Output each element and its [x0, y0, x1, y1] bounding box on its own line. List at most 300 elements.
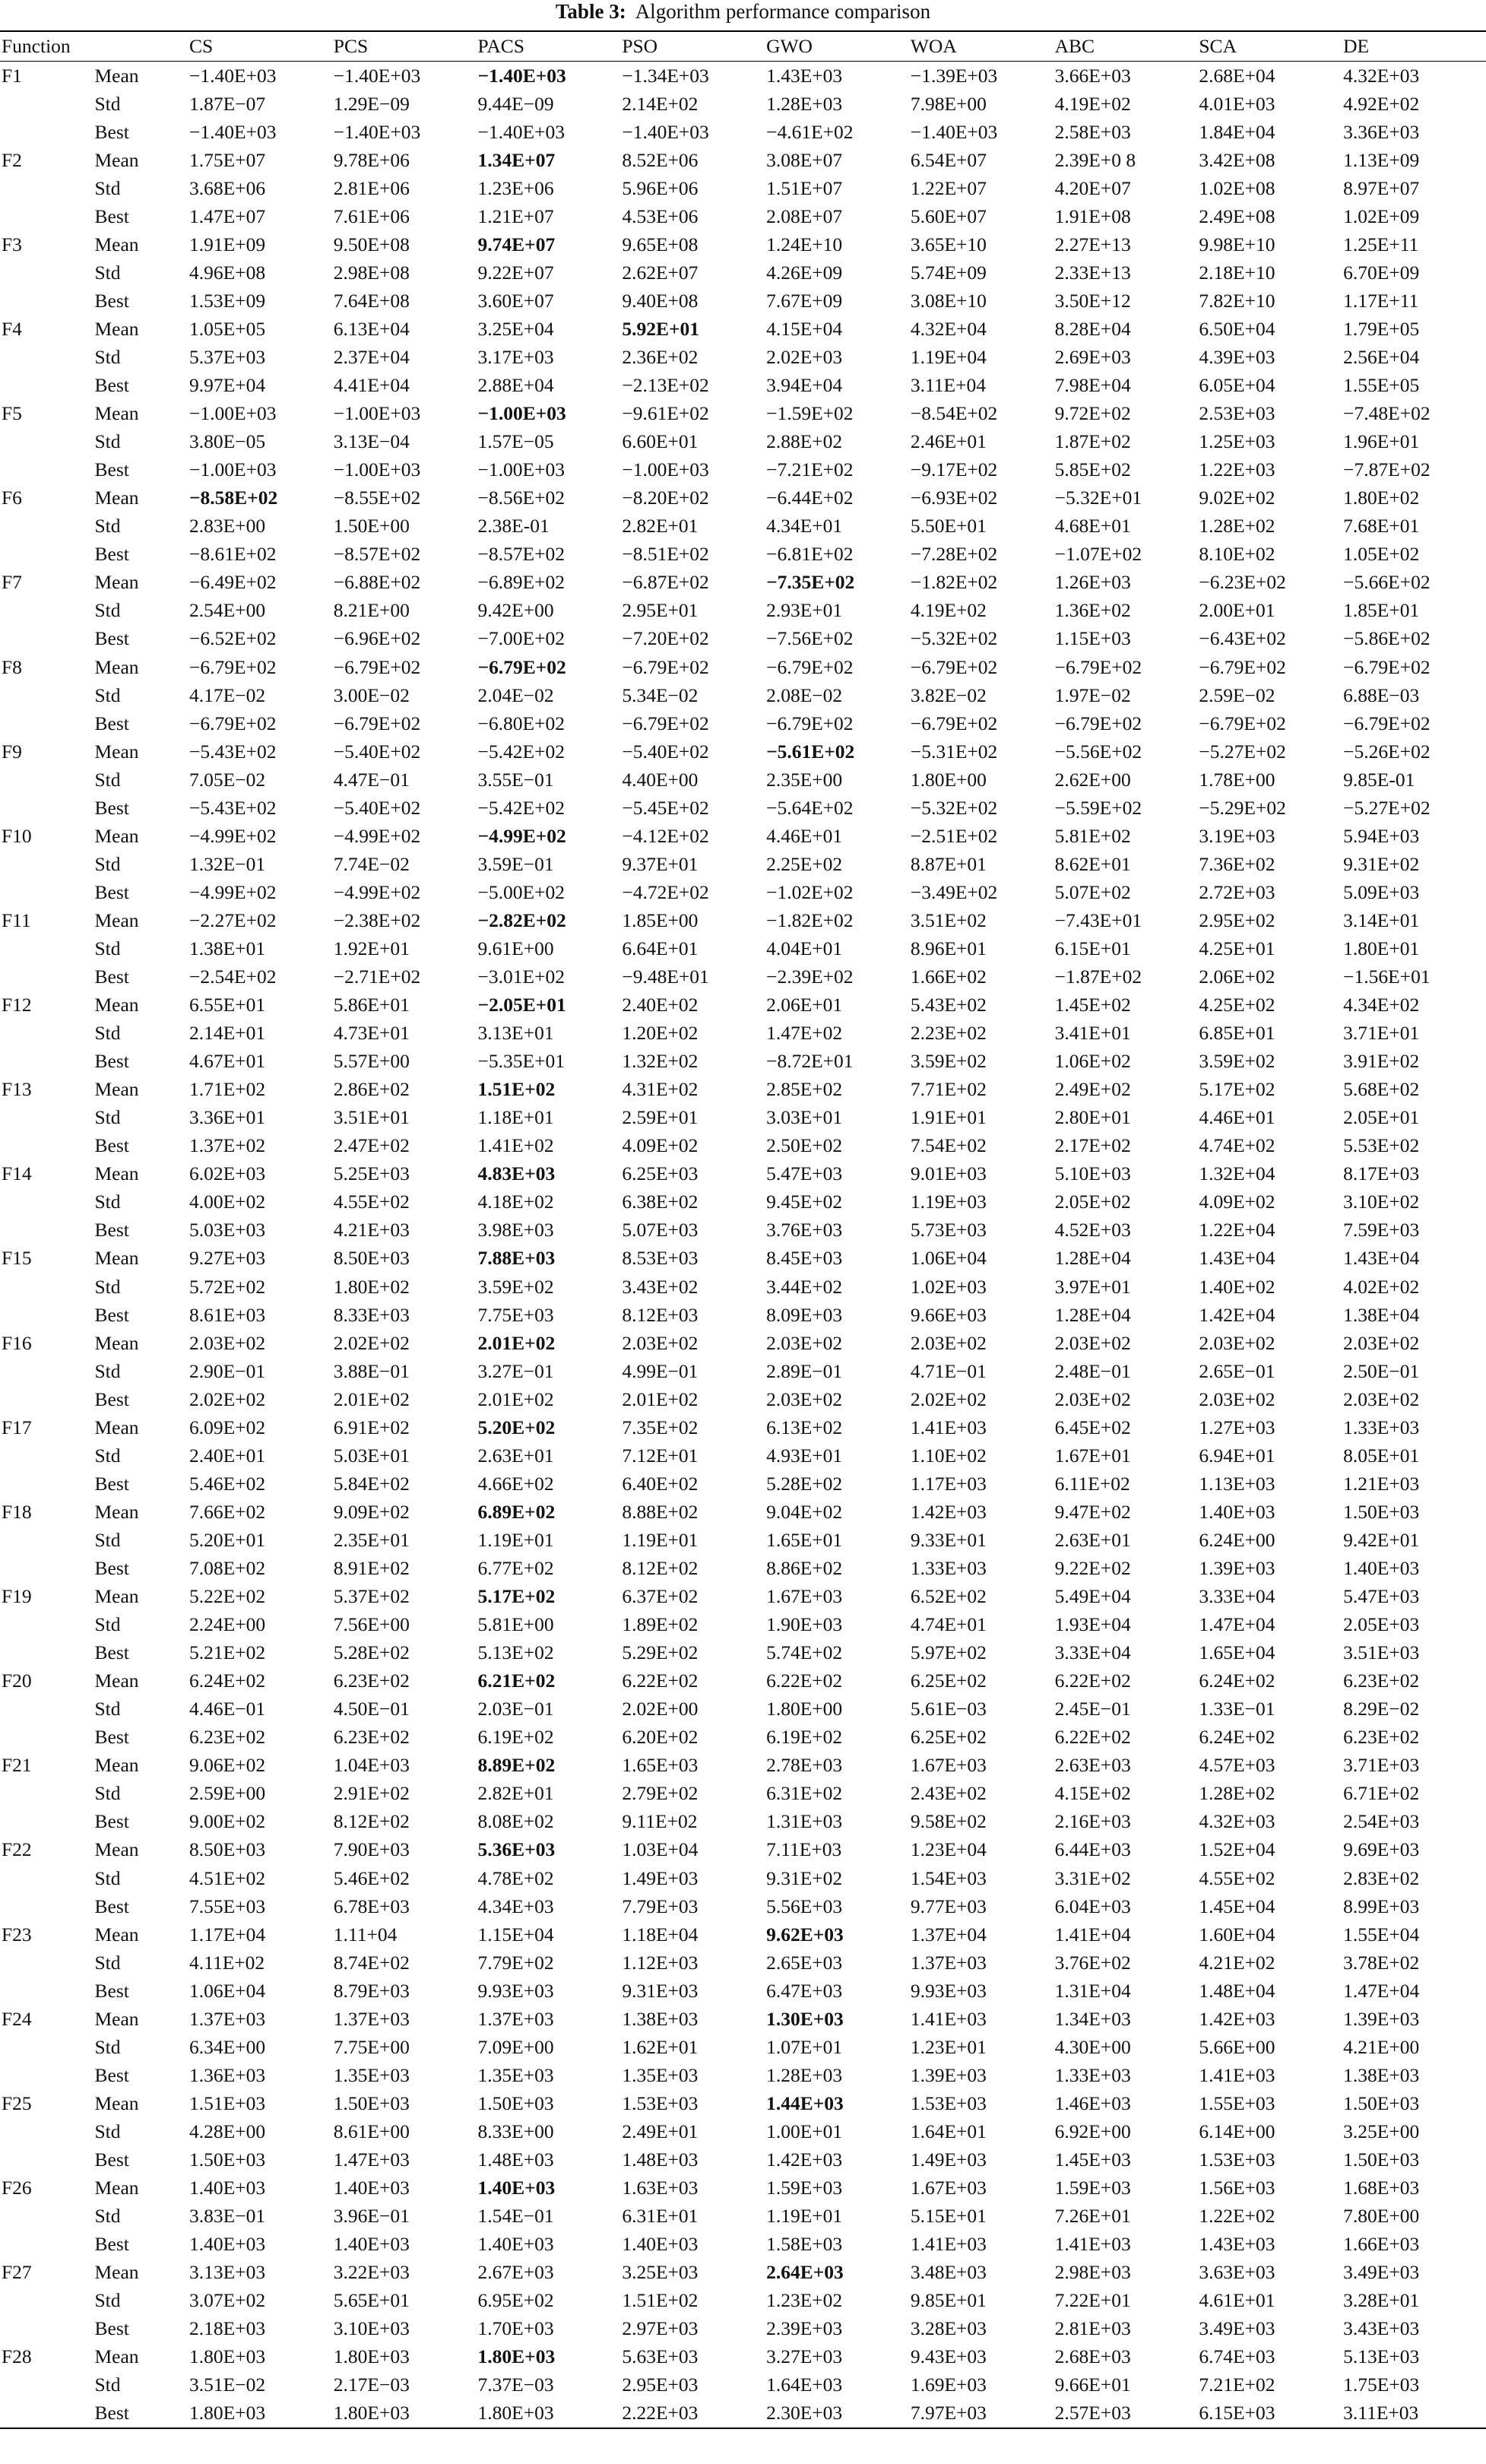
value-cell: 1.40E+03 [1199, 1500, 1275, 1523]
value-cell: 7.74E−02 [333, 852, 410, 875]
value-cell: 3.22E+03 [333, 2261, 410, 2284]
value-cell: 9.09E+02 [333, 1500, 410, 1523]
value-cell: 2.85E+02 [766, 1078, 843, 1101]
value-cell: 3.11E+03 [1342, 2399, 1486, 2428]
value-cell: −1.00E+03 [622, 458, 709, 481]
statistic-label-cell: Best [94, 205, 129, 227]
value-cell: −1.00E+03 [333, 458, 421, 481]
value-cell: 2.59E+01 [622, 1106, 699, 1129]
table-row [0, 1780, 1486, 1808]
value-cell: 8.97E+07 [1343, 176, 1420, 199]
value-cell: 1.49E+03 [622, 1866, 699, 1889]
value-cell: 1.19E+01 [766, 2205, 843, 2228]
value-cell: 5.96E+06 [622, 176, 699, 199]
value-cell: 4.15E+04 [766, 317, 843, 340]
function-name-cell: F23 [2, 1923, 32, 1946]
value-cell: 5.50E+01 [910, 515, 987, 538]
value-cell: 4.46E+01 [1199, 1106, 1275, 1129]
value-cell: 9.01E+03 [910, 1162, 987, 1185]
table-row [0, 794, 1486, 822]
value-cell: 9.22E+02 [1054, 1557, 1131, 1579]
value-cell: 8.05E+01 [1343, 1444, 1420, 1467]
value-cell: 1.36E+02 [1054, 599, 1131, 622]
function-name-cell [0, 1216, 93, 1245]
statistic-label-cell: Std [94, 1866, 121, 1889]
table-row [0, 315, 1486, 343]
value-cell: 6.50E+04 [1199, 317, 1275, 340]
value-cell: 1.11+04 [333, 1923, 398, 1946]
statistic-label-cell: Std [94, 430, 121, 453]
performance-table [0, 30, 1486, 2429]
value-cell: 1.53E+03 [622, 2091, 699, 2114]
header-gwo: GWO [765, 31, 909, 62]
value-cell: −1.39E+03 [910, 64, 998, 87]
value-cell: 2.18E+10 [1199, 261, 1275, 284]
value-cell: −8.61E+02 [189, 543, 277, 566]
table-row [0, 2061, 1486, 2089]
value-cell: 1.50E+03 [477, 2091, 554, 2114]
value-cell: −6.23E+02 [1199, 571, 1286, 594]
value-cell: 5.13E+03 [1343, 2345, 1420, 2368]
value-cell: 1.10E+02 [910, 1444, 987, 1467]
value-cell: 5.81E+02 [1054, 824, 1131, 847]
value-cell: 2.86E+02 [333, 1078, 410, 1101]
value-cell: −5.86E+02 [1343, 627, 1431, 650]
value-cell: 7.75E+03 [477, 1303, 554, 1326]
value-cell: 6.21E+02 [477, 1670, 556, 1692]
value-cell: 1.85E+00 [622, 909, 699, 931]
value-cell: −6.49E+02 [189, 571, 277, 594]
value-cell: −7.43E+01 [1054, 909, 1142, 931]
value-cell: 7.55E+03 [189, 1895, 266, 1917]
value-cell: 6.25E+02 [910, 1670, 987, 1692]
table-row [0, 963, 1486, 991]
value-cell: 2.95E+03 [622, 2374, 699, 2396]
value-cell: 6.70E+09 [1343, 261, 1420, 284]
value-cell: 4.46E+01 [766, 824, 843, 847]
value-cell: 1.80E+02 [1343, 487, 1420, 509]
value-cell: 3.59E−01 [477, 852, 554, 875]
value-cell: 1.22E+07 [910, 176, 987, 199]
function-name-cell [0, 597, 93, 625]
value-cell: 4.57E+03 [1199, 1754, 1275, 1777]
value-cell: 5.92E+01 [622, 317, 699, 340]
value-cell: 4.96E+08 [189, 261, 266, 284]
statistic-label-cell: Best [94, 1219, 129, 1242]
value-cell: 4.66E+02 [477, 1472, 554, 1495]
statistic-label-cell: Std [94, 176, 121, 199]
value-cell: 3.36E+01 [189, 1106, 266, 1129]
value-cell: 5.46E+02 [333, 1866, 410, 1889]
value-cell: 3.83E−01 [189, 2205, 266, 2228]
value-cell: 4.31E+02 [622, 1078, 699, 1101]
value-cell: 9.85E-01 [1343, 768, 1415, 791]
value-cell: 1.42E+04 [1199, 1303, 1275, 1326]
function-name-cell [0, 1554, 93, 1582]
value-cell: 3.17E+03 [477, 345, 554, 368]
value-cell: −1.00E+03 [189, 402, 277, 425]
value-cell: −5.43E+02 [189, 796, 277, 819]
function-name-cell [0, 174, 93, 202]
value-cell: 5.09E+03 [1343, 880, 1420, 903]
value-cell: 6.13E+04 [333, 317, 410, 340]
value-cell: 2.22E+03 [620, 2399, 765, 2428]
value-cell: 3.25E+00 [1343, 2120, 1420, 2142]
value-cell: 1.51E+03 [189, 2091, 266, 2114]
value-cell: −6.80E+02 [477, 712, 566, 734]
value-cell: 7.82E+10 [1199, 289, 1275, 312]
table-row [0, 1724, 1486, 1752]
value-cell: 5.37E+02 [333, 1585, 410, 1608]
statistic-label-cell: Mean [94, 1923, 139, 1946]
value-cell: −2.13E+02 [622, 374, 709, 397]
statistic-label-cell: Mean [94, 233, 139, 255]
value-cell: 5.37E+03 [189, 345, 266, 368]
function-name-cell: F25 [2, 2091, 32, 2114]
function-name-cell: F9 [2, 740, 22, 763]
value-cell: −9.17E+02 [910, 458, 998, 481]
value-cell: 6.05E+04 [1199, 374, 1275, 397]
value-cell: 6.04E+03 [1054, 1895, 1131, 1917]
value-cell: 4.67E+01 [189, 1050, 266, 1073]
value-cell: 7.66E+02 [189, 1500, 266, 1523]
value-cell: 1.38E+03 [622, 2007, 699, 2030]
function-name-cell: F22 [2, 1838, 32, 1861]
value-cell: 1.28E+04 [1054, 1303, 1131, 1326]
function-name-cell: F14 [2, 1162, 32, 1185]
value-cell: 4.21E+02 [1199, 1951, 1275, 1974]
value-cell: 1.87E−07 [189, 92, 266, 115]
value-cell: −2.38E+02 [333, 909, 421, 931]
function-name-cell [0, 2287, 93, 2315]
statistic-label-cell: Std [94, 1698, 121, 1720]
header-sca: SCA [1197, 31, 1342, 62]
value-cell: 2.62E+00 [1054, 768, 1131, 791]
value-cell: 9.44E−09 [477, 92, 554, 115]
value-cell: 2.68E+03 [1054, 2345, 1131, 2368]
value-cell: 2.25E+02 [766, 852, 843, 875]
value-cell: 8.89E+02 [477, 1754, 556, 1777]
value-cell: 7.08E+02 [189, 1557, 266, 1579]
table-row [0, 1329, 1486, 1357]
value-cell: 8.12E+02 [333, 1810, 410, 1833]
header-pso: PSO [620, 31, 765, 62]
value-cell: 7.37E−03 [477, 2374, 554, 2396]
value-cell: 4.52E+03 [1054, 1219, 1131, 1242]
value-cell: 2.02E+03 [766, 345, 843, 368]
table-caption [0, 0, 1486, 26]
value-cell: 2.43E+02 [910, 1782, 987, 1805]
value-cell: 3.03E+01 [766, 1106, 843, 1129]
value-cell: 6.37E+02 [622, 1585, 699, 1608]
value-cell: 4.00E+02 [189, 1191, 266, 1213]
value-cell: −4.99E+02 [333, 880, 421, 903]
table-row [0, 400, 1486, 428]
value-cell: 2.50E−01 [1343, 1359, 1420, 1382]
value-cell: −5.45E+02 [622, 796, 709, 819]
function-name-cell [0, 118, 93, 146]
value-cell: −7.00E+02 [477, 627, 566, 650]
value-cell: 3.51E+01 [333, 1106, 410, 1129]
value-cell: 7.09E+00 [477, 2035, 554, 2058]
value-cell: −5.32E+01 [1054, 487, 1142, 509]
header-de: DE [1342, 31, 1486, 62]
table-row [0, 2287, 1486, 2315]
value-cell: 9.40E+08 [622, 289, 699, 312]
table-row [0, 1273, 1486, 1301]
value-cell: 1.47E+07 [189, 205, 266, 227]
value-cell: 3.42E+08 [1199, 148, 1275, 171]
value-cell: −7.21E+02 [766, 458, 854, 481]
value-cell: 8.74E+02 [333, 1951, 410, 1974]
value-cell: 2.03E+02 [1199, 1387, 1275, 1410]
value-cell: 1.45E+03 [1054, 2148, 1131, 2171]
value-cell: 2.63E+01 [1054, 1528, 1131, 1551]
value-cell: 9.31E+03 [622, 1979, 699, 2002]
function-name-cell [0, 287, 93, 315]
value-cell: 3.25E+03 [622, 2261, 699, 2284]
value-cell: 1.40E+03 [189, 2233, 266, 2256]
value-cell: −2.39E+02 [766, 966, 854, 988]
value-cell: −5.27E+02 [1199, 740, 1286, 763]
value-cell: 4.34E+02 [1343, 994, 1420, 1016]
value-cell: 2.83E+00 [189, 515, 266, 538]
function-name-cell: F3 [2, 233, 22, 255]
value-cell: 1.21E+03 [1343, 1472, 1420, 1495]
value-cell: 1.23E+04 [910, 1838, 987, 1861]
value-cell: 2.05E+03 [1343, 1613, 1420, 1636]
value-cell: 5.61E−03 [910, 1698, 987, 1720]
statistic-label-cell: Std [94, 852, 121, 875]
value-cell: 5.43E+02 [910, 994, 987, 1016]
value-cell: 1.51E+02 [622, 2289, 699, 2312]
value-cell: 1.19E+03 [910, 1191, 987, 1213]
statistic-label-cell: Mean [94, 909, 139, 931]
value-cell: −1.56E+01 [1343, 966, 1431, 988]
statistic-label-cell: Std [94, 1022, 121, 1045]
value-cell: 3.51E+03 [1343, 1641, 1420, 1664]
value-cell: −2.27E+02 [189, 909, 277, 931]
value-cell: 2.03E+02 [1199, 1331, 1275, 1354]
value-cell: 2.63E+01 [477, 1444, 554, 1467]
value-cell: 2.59E+00 [189, 1782, 266, 1805]
value-cell: 7.79E+03 [622, 1895, 699, 1917]
value-cell: −9.48E+01 [622, 966, 709, 988]
value-cell: 1.28E+02 [1199, 1782, 1275, 1805]
value-cell: −4.72E+02 [622, 880, 709, 903]
table-row [0, 1583, 1486, 1611]
value-cell: 5.73E+03 [910, 1219, 987, 1242]
table-row [0, 1441, 1486, 1470]
value-cell: 1.55E+05 [1343, 374, 1420, 397]
value-cell: 6.64E+01 [622, 937, 699, 959]
value-cell: −7.56E+02 [766, 627, 854, 650]
value-cell: 8.28E+04 [1054, 317, 1131, 340]
table-row [0, 1160, 1486, 1188]
value-cell: −1.40E+03 [333, 120, 421, 143]
value-cell: 1.41E+02 [477, 1134, 554, 1157]
value-cell: −6.79E+02 [910, 712, 998, 734]
statistic-label-cell: Mean [94, 2345, 139, 2368]
value-cell: 6.52E+02 [910, 1585, 987, 1608]
value-cell: 1.79E+05 [1343, 317, 1420, 340]
value-cell: 1.33E+03 [910, 1557, 987, 1579]
value-cell: 1.28E+03 [766, 2063, 843, 2086]
table-row [0, 737, 1486, 766]
value-cell: −1.00E+03 [333, 402, 421, 425]
value-cell: 5.74E+09 [910, 261, 987, 284]
value-cell: 1.91E+08 [1054, 205, 1131, 227]
value-cell: 2.49E+02 [1054, 1078, 1131, 1101]
statistic-label-cell: Mean [94, 317, 139, 340]
value-cell: 1.89E+02 [622, 1613, 699, 1636]
value-cell: 1.67E+03 [766, 1585, 843, 1608]
value-cell: −5.31E+02 [910, 740, 998, 763]
value-cell: 4.20E+07 [1054, 176, 1131, 199]
value-cell: 2.93E+01 [766, 599, 843, 622]
value-cell: 4.04E+01 [766, 937, 843, 959]
value-cell: 8.08E+02 [477, 1810, 554, 1833]
value-cell: −6.79E+02 [189, 712, 277, 734]
value-cell: 8.12E+02 [622, 1557, 699, 1579]
table-row [0, 258, 1486, 287]
function-name-cell: F28 [2, 2345, 32, 2368]
value-cell: 1.35E+03 [622, 2063, 699, 2086]
value-cell: 1.59E+03 [1054, 2177, 1131, 2199]
value-cell: 2.58E+03 [1054, 120, 1131, 143]
value-cell: 1.38E+04 [1343, 1303, 1420, 1326]
value-cell: 4.34E+03 [477, 1895, 554, 1917]
value-cell: 2.05E+01 [1343, 1106, 1420, 1129]
value-cell: 6.23E+02 [1343, 1726, 1420, 1749]
value-cell: 1.39E+03 [1343, 2007, 1420, 2030]
value-cell: 1.66E+03 [1343, 2233, 1420, 2256]
value-cell: 2.00E+01 [1199, 599, 1275, 622]
statistic-label-cell: Mean [94, 824, 139, 847]
function-name-cell: F13 [2, 1078, 32, 1101]
value-cell: 9.65E+08 [622, 233, 699, 255]
value-cell: 9.31E+02 [766, 1866, 843, 1889]
value-cell: 1.66E+02 [910, 966, 987, 988]
value-cell: 8.53E+03 [622, 1247, 699, 1270]
value-cell: 2.03E+02 [766, 1331, 843, 1354]
value-cell: 8.12E+03 [622, 1303, 699, 1326]
value-cell: 1.40E+03 [333, 2177, 410, 2199]
statistic-label-cell: Best [94, 1641, 129, 1664]
value-cell: 1.31E+03 [766, 1810, 843, 1833]
value-cell: 7.79E+02 [477, 1951, 554, 1974]
value-cell: 6.22E+02 [766, 1670, 843, 1692]
value-cell: 2.05E+02 [1054, 1191, 1131, 1213]
value-cell: −7.20E+02 [622, 627, 709, 650]
value-cell: 1.56E+03 [1199, 2177, 1275, 2199]
value-cell: 9.62E+03 [766, 1923, 844, 1946]
value-cell: 6.14E+00 [1199, 2120, 1275, 2142]
value-cell: 6.25E+03 [622, 1162, 699, 1185]
value-cell: −6.79E+02 [333, 712, 421, 734]
value-cell: 1.80E+03 [333, 2345, 410, 2368]
value-cell: 3.78E+02 [1343, 1951, 1420, 1974]
value-cell: 1.24E+10 [766, 233, 843, 255]
value-cell: −6.81E+02 [766, 543, 854, 566]
value-cell: 1.12E+03 [622, 1951, 699, 1974]
statistic-label-cell: Mean [94, 1247, 139, 1270]
value-cell: 2.06E+01 [766, 994, 843, 1016]
table-body [0, 62, 1486, 2428]
value-cell: 2.65E+03 [766, 1951, 843, 1974]
statistic-label-cell: Mean [94, 1670, 139, 1692]
value-cell: 6.40E+02 [622, 1472, 699, 1495]
value-cell: 4.50E−01 [333, 1698, 410, 1720]
statistic-label-cell: Mean [94, 1416, 139, 1438]
value-cell: 1.43E+03 [766, 64, 843, 87]
value-cell: 1.67E+03 [910, 1754, 987, 1777]
value-cell: 2.03E+02 [1054, 1387, 1131, 1410]
value-cell: 1.25E+03 [1199, 430, 1275, 453]
table-row [0, 878, 1486, 906]
value-cell: 6.71E+02 [1343, 1782, 1420, 1805]
value-cell: 1.80E+02 [333, 1275, 410, 1298]
value-cell: 3.27E−01 [477, 1359, 554, 1382]
value-cell: 1.80E+00 [910, 768, 987, 791]
table-row [0, 1470, 1486, 1498]
function-name-cell: F24 [2, 2007, 32, 2030]
value-cell: 2.89E−01 [766, 1359, 843, 1382]
value-cell: 1.21E+07 [477, 205, 554, 227]
value-cell: −1.40E+03 [477, 64, 566, 87]
function-name-cell: F7 [2, 571, 22, 594]
value-cell: 1.02E+03 [910, 1275, 987, 1298]
value-cell: 6.20E+02 [622, 1726, 699, 1749]
value-cell: 5.25E+03 [333, 1162, 410, 1185]
function-name-cell [0, 1724, 93, 1752]
value-cell: 4.18E+02 [477, 1191, 554, 1213]
table-row [0, 906, 1486, 934]
statistic-label-cell: Mean [94, 1500, 139, 1523]
statistic-label-cell: Best [93, 2399, 189, 2428]
value-cell: 3.48E+03 [910, 2261, 987, 2284]
statistic-label-cell: Mean [94, 740, 139, 763]
value-cell: −5.64E+02 [766, 796, 854, 819]
value-cell: 1.05E+02 [1343, 543, 1420, 566]
table-row [0, 1808, 1486, 1836]
value-cell: 8.99E+03 [1343, 1895, 1420, 1917]
value-cell: 4.40E+00 [622, 768, 699, 791]
value-cell: 1.90E+03 [766, 1613, 843, 1636]
table-row [0, 202, 1486, 230]
value-cell: 1.54E−01 [477, 2205, 554, 2228]
value-cell: 2.03E+02 [910, 1331, 987, 1354]
value-cell: 7.59E+03 [1343, 1219, 1420, 1242]
value-cell: 1.35E+03 [477, 2063, 554, 2086]
value-cell: 3.00E−02 [333, 683, 410, 706]
value-cell: 5.81E+00 [477, 1613, 554, 1636]
value-cell: 4.74E+01 [910, 1613, 987, 1636]
value-cell: 6.88E−03 [1343, 683, 1420, 706]
value-cell: 2.48E−01 [1054, 1359, 1131, 1382]
statistic-label-cell: Std [94, 683, 121, 706]
value-cell: 9.97E+04 [189, 374, 266, 397]
value-cell: 1.60E+04 [1199, 1923, 1275, 1946]
value-cell: 2.81E+03 [1054, 2317, 1131, 2340]
value-cell: 1.50E+03 [189, 2148, 266, 2171]
value-cell: 2.14E+01 [189, 1022, 266, 1045]
value-cell: 1.00E+01 [766, 2120, 843, 2142]
value-cell: −8.56E+02 [477, 487, 566, 509]
value-cell: 6.23E+02 [1343, 1670, 1420, 1692]
value-cell: 6.44E+03 [1054, 1838, 1131, 1861]
value-cell: −7.35E+02 [766, 571, 855, 594]
